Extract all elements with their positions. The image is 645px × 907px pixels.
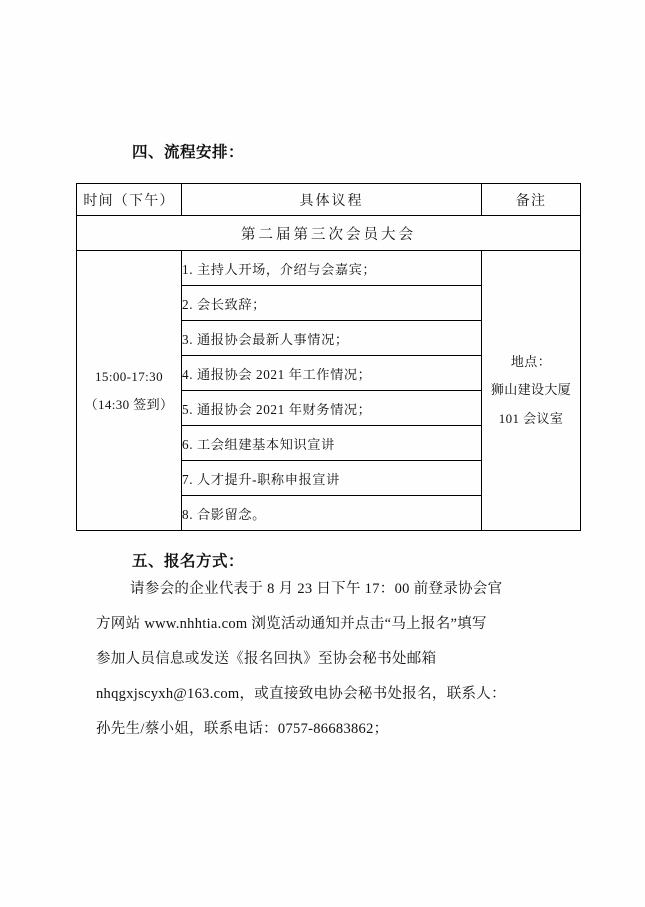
registration-line-2: 方网站 www.nhhtia.com 浏览活动通知并点击“马上报名”填写 <box>96 616 487 632</box>
agenda-item: 3. 通报协会最新人事情况； <box>182 321 482 356</box>
registration-line-5: 孙先生/蔡小姐，联系电话：0757-86683862； <box>96 721 389 737</box>
column-header-agenda: 具体议程 <box>182 184 482 216</box>
registration-line-3: 参加人员信息或发送《报名回执》至协会秘书处邮箱 <box>96 651 437 667</box>
meeting-title-cell: 第二届第三次会员大会 <box>77 216 581 251</box>
agenda-item: 5. 通报协会 2021 年财务情况； <box>182 391 482 426</box>
agenda-table <box>76 183 581 531</box>
table-row <box>77 251 581 286</box>
section-heading-registration-method: 五、报名方式： <box>132 553 245 570</box>
section-heading-process-arrangement: 四、流程安排： <box>132 144 245 161</box>
column-header-time: 时间（下午） <box>77 184 182 216</box>
agenda-item: 7. 人才提升-职称申报宣讲 <box>182 461 482 496</box>
location-building: 狮山建设大厦 <box>490 382 572 398</box>
agenda-item: 1. 主持人开场，介绍与会嘉宾； <box>182 251 482 286</box>
agenda-item: 6. 工会组建基本知识宣讲 <box>182 426 482 461</box>
sign-in-time: （14:30 签到） <box>84 396 174 412</box>
location-room: 101 会议室 <box>498 410 564 426</box>
agenda-item: 2. 会长致辞； <box>182 286 482 321</box>
registration-line-1: 请参会的企业代表于 8 月 23 日下午 17：00 前登录协会官 <box>130 581 503 597</box>
agenda-item: 4. 通报协会 2021 年工作情况； <box>182 356 482 391</box>
time-range: 15:00-17:30 <box>95 368 163 384</box>
agenda-item: 8. 合影留念。 <box>182 496 482 531</box>
time-cell <box>77 251 182 531</box>
registration-paragraph <box>96 572 584 747</box>
remark-cell <box>482 251 581 531</box>
table-header-row <box>77 184 581 216</box>
column-header-remark: 备注 <box>482 184 581 216</box>
table-title-row <box>77 216 581 251</box>
registration-line-4: nhqgxjscyxh@163.com，或直接致电协会秘书处报名，联系人： <box>96 686 506 702</box>
location-label: 地点： <box>510 353 552 369</box>
